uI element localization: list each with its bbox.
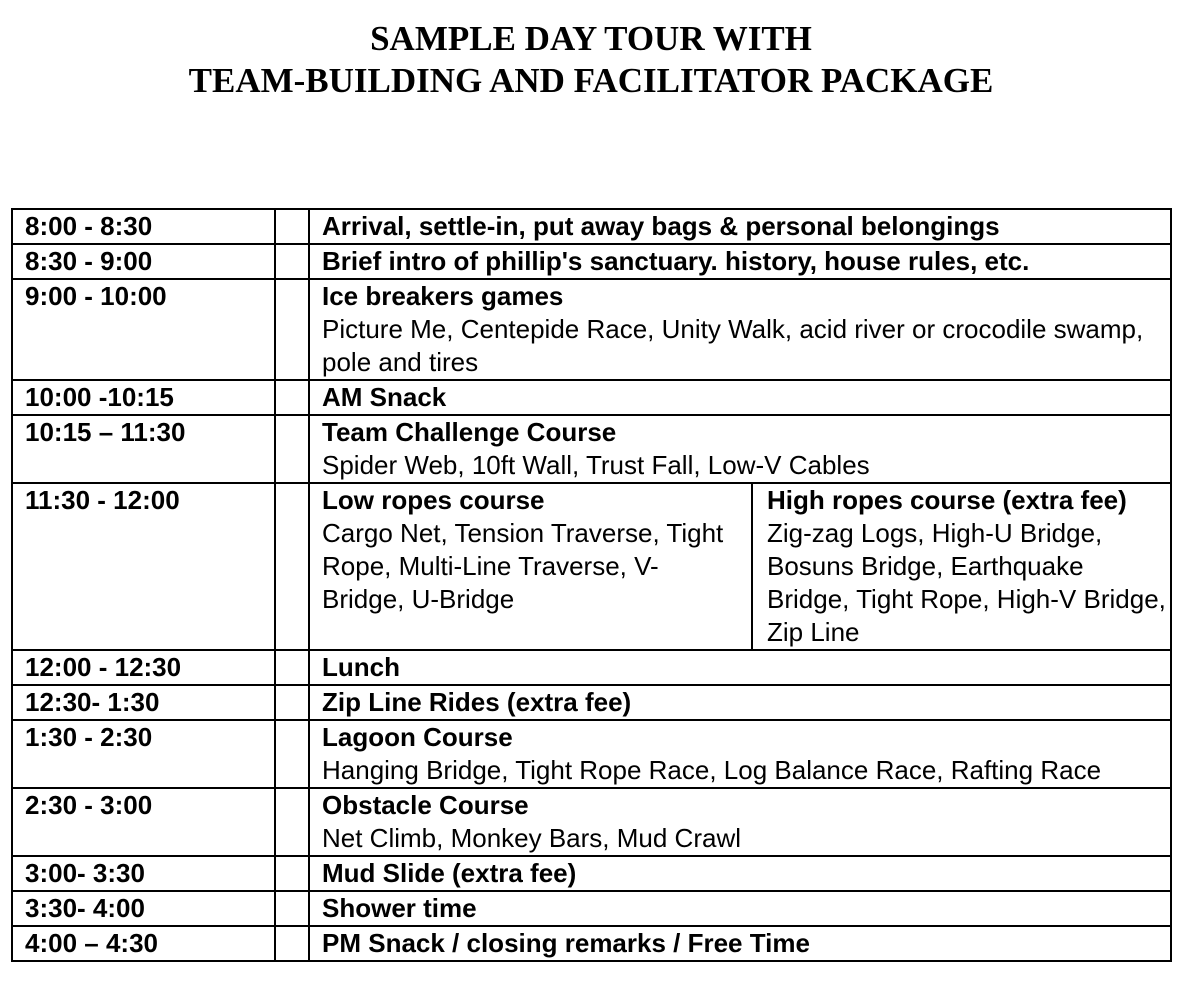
time-cell: 10:15 – 11:30 [12,415,275,483]
activity-title: Zip Line Rides (extra fee) [322,687,632,717]
time-cell: 8:30 - 9:00 [12,244,275,279]
table-row [12,380,1171,415]
table-row [12,415,1171,483]
activity-title: High ropes course (extra fee) [767,485,1127,515]
time-cell: 4:00 – 4:30 [12,926,275,961]
high-ropes-course [752,484,1170,649]
activity-title: Lunch [322,652,400,682]
low-ropes-course [322,484,752,649]
time-cell: 9:00 - 10:00 [12,279,275,380]
blank-cell [275,279,309,380]
blank-cell [275,685,309,720]
table-row [12,483,1171,650]
time-cell: 12:30- 1:30 [12,685,275,720]
activity-description: Spider Web, 10ft Wall, Trust Fall, Low-V Cables [322,450,870,480]
title-line-1: SAMPLE DAY TOUR WITH [370,19,812,58]
activity-cell [309,891,1171,926]
time-cell: 12:00 - 12:30 [12,650,275,685]
activity-description: Cargo Net, Tension Traverse, Tight Rope, Multi-Line Traverse, V-Bridge, U-Bridge [322,518,724,614]
activity-title: Team Challenge Course [322,417,617,447]
table-row [12,856,1171,891]
activity-description: Zig-zag Logs, High-U Bridge, Bosuns Bridge, Earthquake Bridge, Tight Rope, High-V Bridge, Zip Line [767,518,1166,647]
blank-cell [275,788,309,856]
blank-cell [275,209,309,244]
activity-cell [309,720,1171,788]
table-row [12,685,1171,720]
time-cell: 8:00 - 8:30 [12,209,275,244]
activity-title: Mud Slide (extra fee) [322,858,577,888]
activity-cell [309,483,1171,650]
activity-title: Obstacle Course [322,790,529,820]
activity-title: PM Snack / closing remarks / Free Time [322,928,810,958]
table-row [12,650,1171,685]
activity-cell [309,650,1171,685]
time-cell: 2:30 - 3:00 [12,788,275,856]
blank-cell [275,380,309,415]
table-row [12,926,1171,961]
table-row [12,720,1171,788]
time-cell: 11:30 - 12:00 [12,483,275,650]
blank-cell [275,856,309,891]
activity-title: AM Snack [322,382,447,412]
blank-cell [275,244,309,279]
table-row [12,788,1171,856]
ropes-course-split [322,484,1170,649]
blank-cell [275,926,309,961]
time-cell: 1:30 - 2:30 [12,720,275,788]
activity-cell [309,856,1171,891]
activity-title: Shower time [322,893,477,923]
activity-title: Low ropes course [322,485,545,515]
blank-cell [275,483,309,650]
activity-title: Brief intro of phillip's sanctuary. history, house rules, etc. [322,246,1030,276]
blank-cell [275,415,309,483]
table-row [12,279,1171,380]
time-cell: 3:00- 3:30 [12,856,275,891]
activity-cell [309,788,1171,856]
activity-cell [309,926,1171,961]
activity-cell [309,209,1171,244]
activity-title: Lagoon Course [322,722,513,752]
activity-description: Hanging Bridge, Tight Rope Race, Log Balance Race, Rafting Race [322,755,1102,785]
schedule-table [11,208,1172,962]
blank-cell [275,891,309,926]
blank-cell [275,650,309,685]
activity-title: Arrival, settle-in, put away bags & personal belongings [322,211,1000,241]
document-title [0,18,1182,102]
table-row [12,209,1171,244]
blank-cell [275,720,309,788]
table-row [12,244,1171,279]
activity-cell [309,244,1171,279]
activity-cell [309,685,1171,720]
activity-description: Picture Me, Centepide Race, Unity Walk, acid river or crocodile swamp, pole and tires [322,314,1144,377]
activity-cell [309,279,1171,380]
activity-description: Net Climb, Monkey Bars, Mud Crawl [322,823,741,853]
title-line-2: TEAM-BUILDING AND FACILITATOR PACKAGE [188,61,994,100]
activity-title: Ice breakers games [322,281,564,311]
table-row [12,891,1171,926]
time-cell: 3:30- 4:00 [12,891,275,926]
activity-cell [309,380,1171,415]
time-cell: 10:00 -10:15 [12,380,275,415]
activity-cell [309,415,1171,483]
